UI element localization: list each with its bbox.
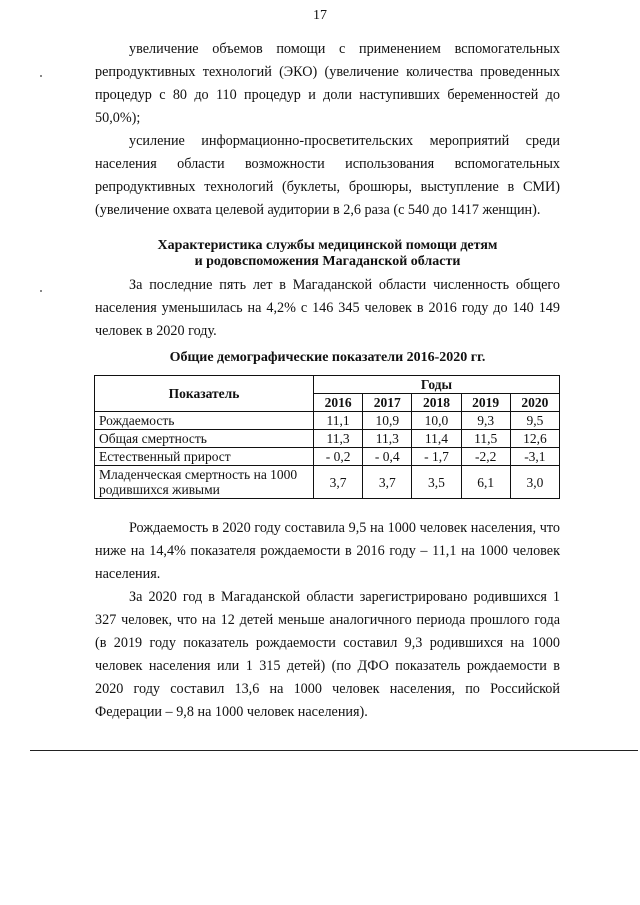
cell-value: - 0,2 — [314, 448, 363, 466]
header-year: 2019 — [461, 394, 510, 412]
cell-value: 11,4 — [412, 430, 461, 448]
section-heading-line-1: Характеристика службы медицинской помощи детям — [157, 238, 498, 253]
table-title: Общие демографические показатели 2016-2020 гг. — [169, 350, 486, 365]
cell-value: 10,9 — [363, 412, 412, 430]
row-label: Общая смертность — [95, 430, 314, 448]
cell-value: 3,7 — [314, 466, 363, 499]
section-heading-line-2: и родовспоможения Магаданской области — [194, 254, 461, 269]
cell-value: 3,0 — [510, 466, 559, 499]
table-row — [95, 430, 560, 448]
cell-value: 11,1 — [314, 412, 363, 430]
text-after-table — [95, 517, 560, 724]
table-row — [95, 448, 560, 466]
cell-value: 11,3 — [314, 430, 363, 448]
demographic-table — [94, 375, 560, 499]
cell-value: 3,7 — [363, 466, 412, 499]
header-year: 2016 — [314, 394, 363, 412]
footer-divider — [30, 750, 638, 751]
cell-value: 9,5 — [510, 412, 559, 430]
header-year: 2020 — [510, 394, 559, 412]
header-years: Годы — [314, 376, 560, 394]
row-label: Младенческая смертность на 1000 родившихся живыми — [95, 466, 314, 499]
document-body — [95, 38, 560, 724]
cell-value: 6,1 — [461, 466, 510, 499]
cell-value: 12,6 — [510, 430, 559, 448]
table-row — [95, 466, 560, 499]
section-heading — [95, 238, 560, 270]
paragraph-registered-births: За 2020 год в Магаданской области зарегистрировано родившихся 1 327 человек, что на 12 детей меньше аналогичного периода прошлого года (в 2019 году показатель рождаемости составил 9,3 родившихся на 1000 человек населения или 1 315 детей) (по ДФО показатель рождаемости в 2020 году составил 13,6 на 1000 человек населения, по Российской Федерации – 9,8 на 1000 человек населения). — [95, 589, 560, 720]
cell-value: 11,3 — [363, 430, 412, 448]
header-indicator: Показатель — [95, 376, 314, 412]
scan-speck — [40, 75, 42, 77]
cell-value: 3,5 — [412, 466, 461, 499]
cell-value: - 1,7 — [412, 448, 461, 466]
row-label: Естественный прирост — [95, 448, 314, 466]
cell-value: 11,5 — [461, 430, 510, 448]
row-label: Рождаемость — [95, 412, 314, 430]
cell-value: 9,3 — [461, 412, 510, 430]
paragraph-population: За последние пять лет в Магаданской области численность общего населения уменьшилась на 4,2% с 146 345 человек в 2016 году до 140 149 человек в 2020 году. — [95, 277, 560, 339]
cell-value: -2,2 — [461, 448, 510, 466]
paragraph-birth-rate: Рождаемость в 2020 году составила 9,5 на 1000 человек населения, что ниже на 14,4% показателя рождаемости в 2016 году – 11,1 на 1000 человек населения. — [95, 520, 560, 582]
header-year: 2018 — [412, 394, 461, 412]
scan-speck — [40, 290, 42, 292]
cell-value: 10,0 — [412, 412, 461, 430]
paragraph-info-campaign: усиление информационно-просветительских мероприятий среди населения области возможности использования вспомогательных репродуктивных технологий (буклеты, брошюры, выступление в СМИ) (увеличение охвата целевой аудитории в 2,6 раза (с 540 до 1417 женщин). — [95, 133, 560, 218]
cell-value: -3,1 — [510, 448, 559, 466]
cell-value: - 0,4 — [363, 448, 412, 466]
table-row — [95, 412, 560, 430]
header-year: 2017 — [363, 394, 412, 412]
page-number: 17 — [313, 8, 327, 23]
paragraph-eco: увеличение объемов помощи с применением вспомогательных репродуктивных технологий (ЭКО) (увеличение количества проведенных процедур с 80 до 110 процедур и доли наступивших беременностей до 50,0%); — [95, 41, 560, 126]
